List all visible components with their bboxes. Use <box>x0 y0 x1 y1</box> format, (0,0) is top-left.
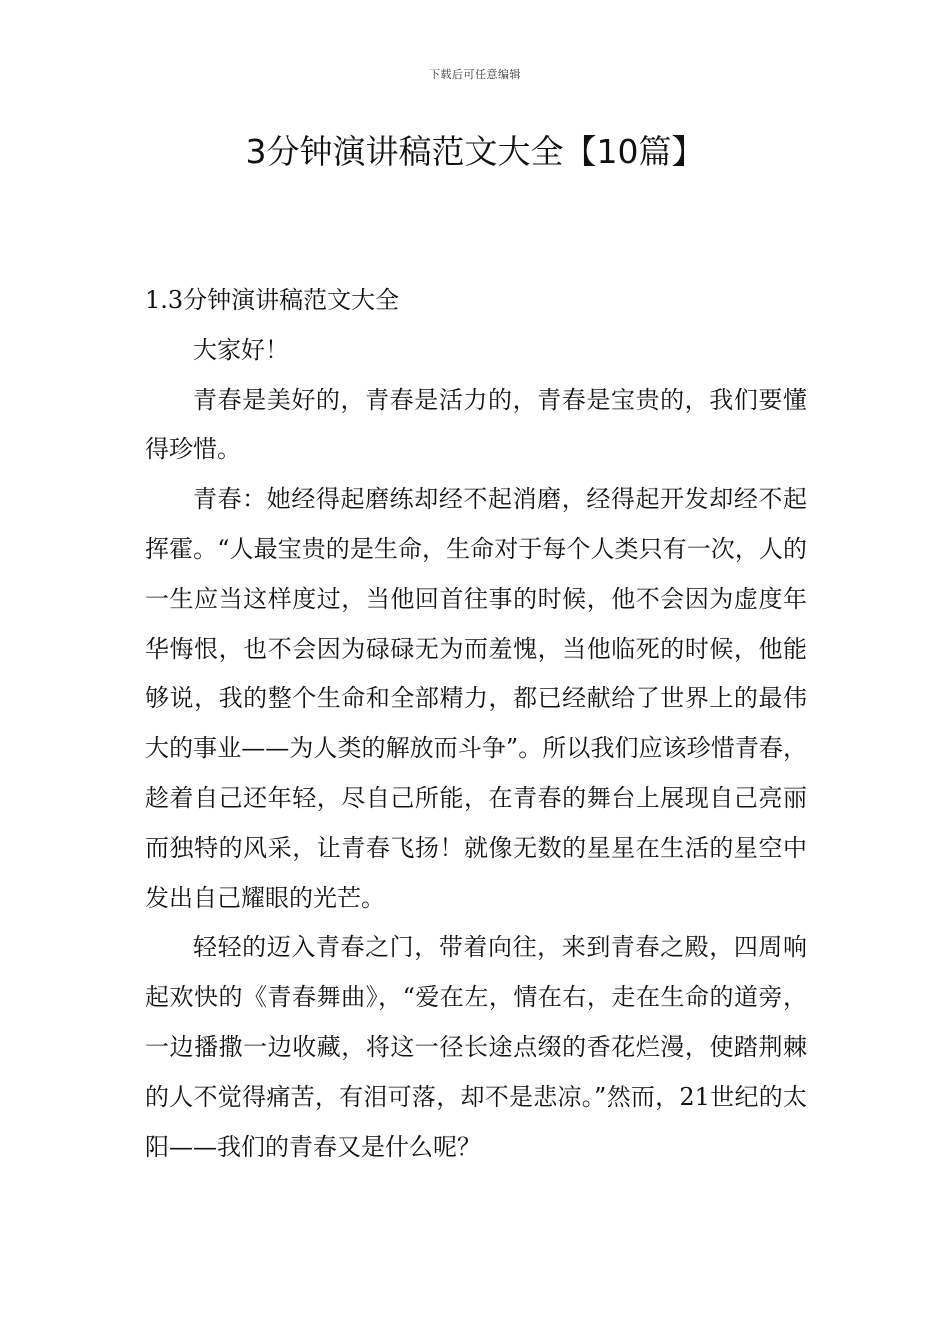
paragraph-2: 青春：她经得起磨练却经不起消磨，经得起开发却经不起挥霍。“人最宝贵的是生命，生命对于每个人类只有一次，人的一生应当这样度过，当他回首往事的时候，他不会因为虚度年华悔恨，也不会因为碌碌无为而羞愧，当他临死的时候，他能够说，我的整个生命和全部精力，都已经献给了世界上的最伟大的事业——为人类的解放而斗争”。所以我们应该珍惜青春，趁着自己还年轻，尽自己所能，在青春的舞台上展现自己亮丽而独特的风采，让青春飞扬！就像无数的星星在生活的星空中发出自己耀眼的光芒。 <box>145 485 807 912</box>
paragraph-greeting: 大家好！ <box>193 335 289 364</box>
page-header-note: 下载后可任意编辑 <box>429 68 521 81</box>
section-heading: 1.3分钟演讲稿范文大全 <box>145 286 400 314</box>
document-title: 3分钟演讲稿范文大全【10篇】 <box>245 132 705 171</box>
document-body <box>145 276 807 1172</box>
paragraph-3: 轻轻的迈入青春之门，带着向往，来到青春之殿，四周响起欢快的《青春舞曲》，“爱在左，情在右，走在生命的道旁，一边播撒一边收藏，将这一径长途点缀的香花烂漫，使踏荆棘的人不觉得痛苦，有泪可落，却不是悲凉。”然而，21世纪的太阳——我们的青春又是什么呢？ <box>145 933 807 1161</box>
paragraph-1: 青春是美好的，青春是活力的，青春是宝贵的，我们要懂得珍惜。 <box>145 385 807 464</box>
